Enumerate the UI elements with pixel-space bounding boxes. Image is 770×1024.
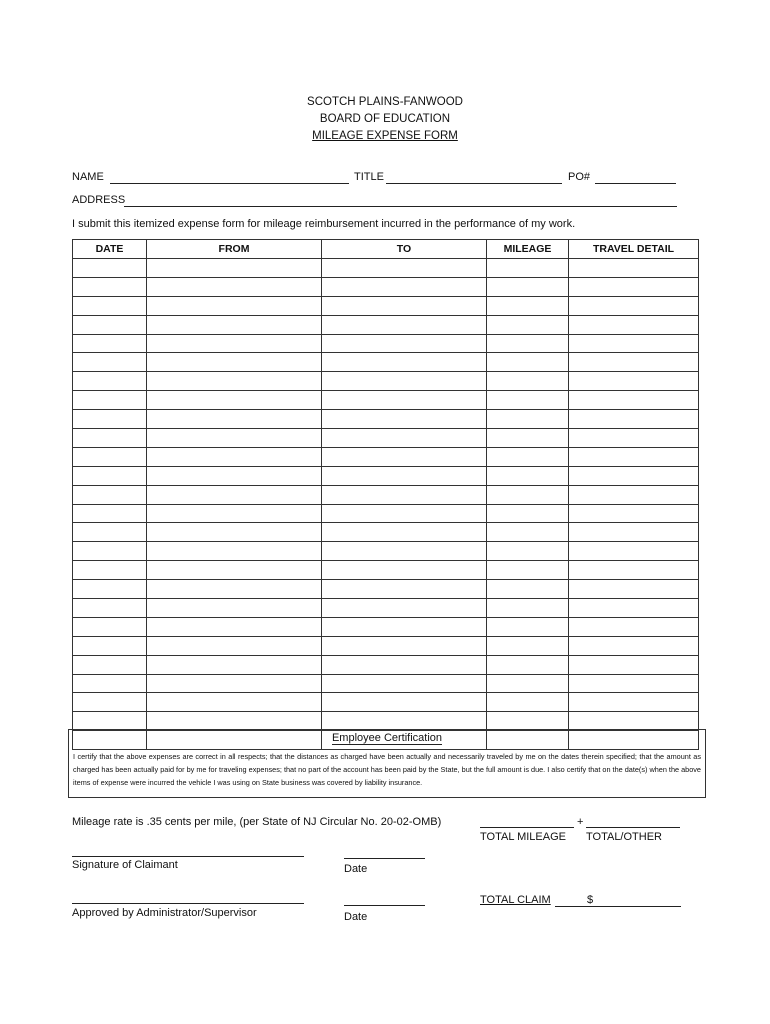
table-row [73, 447, 699, 466]
total-claim-label [480, 894, 551, 906]
table-row [73, 315, 699, 334]
from-cell[interactable] [147, 296, 322, 315]
to-cell[interactable] [322, 712, 487, 731]
date-cell[interactable] [73, 259, 147, 278]
travel-detail-cell[interactable] [569, 655, 699, 674]
certification-title-text: Employee Certification [331, 732, 443, 744]
signature-label: Signature of Claimant [72, 859, 178, 871]
travel-detail-cell[interactable] [569, 447, 699, 466]
mileage-cell[interactable] [487, 447, 569, 466]
from-cell[interactable] [147, 542, 322, 561]
date-cell[interactable] [73, 447, 147, 466]
table-row [73, 636, 699, 655]
to-cell[interactable] [322, 259, 487, 278]
mileage-cell[interactable] [487, 599, 569, 618]
table-row [73, 410, 699, 429]
form-title [0, 130, 770, 142]
signature-date-label: Date [344, 863, 368, 875]
to-cell[interactable] [322, 391, 487, 410]
dollar-sign: $ [587, 894, 594, 906]
mileage-cell[interactable] [487, 674, 569, 693]
travel-detail-cell[interactable] [569, 277, 699, 296]
approval-field[interactable] [72, 903, 304, 904]
from-cell[interactable] [147, 466, 322, 485]
from-cell[interactable] [147, 485, 322, 504]
to-cell[interactable] [322, 693, 487, 712]
date-cell[interactable] [73, 693, 147, 712]
date-cell[interactable] [73, 504, 147, 523]
mileage-cell[interactable] [487, 429, 569, 448]
signature-field[interactable] [72, 856, 304, 857]
mileage-cell[interactable] [487, 712, 569, 731]
date-cell[interactable] [73, 712, 147, 731]
from-cell[interactable] [147, 372, 322, 391]
to-cell[interactable] [322, 504, 487, 523]
mileage-cell[interactable] [487, 561, 569, 580]
from-cell[interactable] [147, 334, 322, 353]
to-cell[interactable] [322, 372, 487, 391]
total-other-label: TOTAL/OTHER [586, 831, 662, 843]
date-cell[interactable] [73, 655, 147, 674]
table-row [73, 504, 699, 523]
travel-detail-cell[interactable] [569, 391, 699, 410]
to-cell[interactable] [322, 542, 487, 561]
to-cell[interactable] [322, 334, 487, 353]
table-row [73, 712, 699, 731]
to-cell[interactable] [322, 429, 487, 448]
table-row [73, 429, 699, 448]
date-cell[interactable] [73, 296, 147, 315]
to-cell[interactable] [322, 296, 487, 315]
from-cell[interactable] [147, 504, 322, 523]
date-cell[interactable] [73, 277, 147, 296]
travel-detail-cell[interactable] [569, 504, 699, 523]
to-cell[interactable] [322, 466, 487, 485]
date-cell[interactable] [73, 410, 147, 429]
date-cell[interactable] [73, 561, 147, 580]
total-other-field[interactable] [586, 827, 680, 828]
signature-date-field[interactable] [344, 858, 425, 859]
table-row [73, 334, 699, 353]
date-cell[interactable] [73, 674, 147, 693]
table-row [73, 466, 699, 485]
to-cell[interactable] [322, 315, 487, 334]
header-line-district: SCOTCH PLAINS-FANWOOD [307, 96, 463, 108]
mileage-cell[interactable] [487, 504, 569, 523]
mileage-rate-text: Mileage rate is .35 cents per mile, (per State of NJ Circular No. 20-02-OMB) [72, 816, 442, 828]
header-line-board: BOARD OF EDUCATION [319, 113, 451, 125]
table-row [73, 542, 699, 561]
mileage-cell[interactable] [487, 334, 569, 353]
date-cell[interactable] [73, 542, 147, 561]
from-cell[interactable] [147, 580, 322, 599]
date-cell[interactable] [73, 315, 147, 334]
date-cell[interactable] [73, 429, 147, 448]
table-row [73, 523, 699, 542]
table-row [73, 353, 699, 372]
from-cell[interactable] [147, 655, 322, 674]
approval-date-field[interactable] [344, 905, 425, 906]
to-cell[interactable] [322, 655, 487, 674]
to-cell[interactable] [322, 523, 487, 542]
approved-label: Approved by Administrator/Supervisor [72, 907, 257, 919]
to-cell[interactable] [322, 447, 487, 466]
col-header-mileage: MILEAGE [487, 240, 569, 259]
table-row [73, 277, 699, 296]
mileage-cell[interactable] [487, 542, 569, 561]
col-header-date: DATE [73, 240, 147, 259]
from-cell[interactable] [147, 447, 322, 466]
travel-detail-cell[interactable] [569, 485, 699, 504]
mileage-cell[interactable] [487, 296, 569, 315]
date-cell[interactable] [73, 617, 147, 636]
travel-detail-cell[interactable] [569, 372, 699, 391]
from-cell[interactable] [147, 636, 322, 655]
from-cell[interactable] [147, 617, 322, 636]
name-field[interactable] [110, 183, 349, 184]
travel-detail-cell[interactable] [569, 334, 699, 353]
total-claim-field[interactable] [555, 906, 681, 907]
to-cell[interactable] [322, 599, 487, 618]
mileage-cell[interactable] [487, 391, 569, 410]
mileage-cell[interactable] [487, 353, 569, 372]
table-row [73, 617, 699, 636]
col-header-to: TO [322, 240, 487, 259]
mileage-cell[interactable] [487, 410, 569, 429]
mileage-cell[interactable] [487, 277, 569, 296]
travel-detail-cell[interactable] [569, 636, 699, 655]
date-cell[interactable] [73, 353, 147, 372]
table-row [73, 580, 699, 599]
table-row [73, 674, 699, 693]
mileage-cell[interactable] [487, 259, 569, 278]
mileage-cell[interactable] [487, 315, 569, 334]
table-row [73, 485, 699, 504]
travel-detail-cell[interactable] [569, 353, 699, 372]
title-field[interactable] [386, 183, 562, 184]
name-label: NAME [72, 171, 104, 183]
table-header-row [73, 240, 699, 259]
address-field[interactable] [124, 206, 677, 207]
travel-detail-cell[interactable] [569, 259, 699, 278]
travel-detail-cell[interactable] [569, 542, 699, 561]
mileage-cell[interactable] [487, 485, 569, 504]
total-mileage-label: TOTAL MILEAGE [480, 831, 566, 843]
date-cell[interactable] [73, 599, 147, 618]
travel-detail-cell[interactable] [569, 617, 699, 636]
mileage-cell[interactable] [487, 580, 569, 599]
table-row [73, 693, 699, 712]
total-claim-text: TOTAL CLAIM [480, 894, 551, 906]
to-cell[interactable] [322, 674, 487, 693]
travel-detail-cell[interactable] [569, 580, 699, 599]
certification-text: I certify that the above expenses are correct in all respects; that the distances as charged have been actually and necessarily traveled by me on the dates therein specified; that the amount as charged has been actually paid for by me for traveling expenses; that no part of the account has been paid by the State, but the full amount is due. I also certify that on the date(s) when the above items of expense were incurred the vehicle I was using on State business was covered by liability insurance. [73, 752, 701, 787]
travel-detail-cell[interactable] [569, 523, 699, 542]
plus-sign: + [577, 816, 584, 828]
mileage-cell[interactable] [487, 655, 569, 674]
to-cell[interactable] [322, 561, 487, 580]
travel-detail-cell[interactable] [569, 410, 699, 429]
from-cell[interactable] [147, 353, 322, 372]
certification-title [69, 732, 705, 744]
date-cell[interactable] [73, 334, 147, 353]
date-cell[interactable] [73, 372, 147, 391]
from-cell[interactable] [147, 523, 322, 542]
travel-detail-cell[interactable] [569, 561, 699, 580]
mileage-table [72, 239, 699, 750]
date-cell[interactable] [73, 580, 147, 599]
from-cell[interactable] [147, 674, 322, 693]
certification-box [68, 729, 706, 798]
travel-detail-cell[interactable] [569, 693, 699, 712]
from-cell[interactable] [147, 712, 322, 731]
travel-detail-cell[interactable] [569, 296, 699, 315]
to-cell[interactable] [322, 353, 487, 372]
from-cell[interactable] [147, 693, 322, 712]
approval-date-label: Date [344, 911, 368, 923]
from-cell[interactable] [147, 277, 322, 296]
to-cell[interactable] [322, 580, 487, 599]
po-label: PO# [568, 171, 591, 183]
from-cell[interactable] [147, 315, 322, 334]
table-row [73, 561, 699, 580]
mileage-cell[interactable] [487, 523, 569, 542]
mileage-cell[interactable] [487, 693, 569, 712]
travel-detail-cell[interactable] [569, 315, 699, 334]
from-cell[interactable] [147, 429, 322, 448]
date-cell[interactable] [73, 523, 147, 542]
date-cell[interactable] [73, 636, 147, 655]
to-cell[interactable] [322, 277, 487, 296]
table-row [73, 655, 699, 674]
from-cell[interactable] [147, 259, 322, 278]
table-row [73, 391, 699, 410]
mileage-table-body [73, 259, 699, 750]
table-row [73, 259, 699, 278]
col-header-from: FROM [147, 240, 322, 259]
form-title-text: MILEAGE EXPENSE FORM [312, 130, 458, 142]
from-cell[interactable] [147, 410, 322, 429]
to-cell[interactable] [322, 410, 487, 429]
to-cell[interactable] [322, 485, 487, 504]
address-label: ADDRESS [72, 194, 126, 206]
po-field[interactable] [595, 183, 676, 184]
mileage-cell[interactable] [487, 617, 569, 636]
table-row [73, 599, 699, 618]
from-cell[interactable] [147, 599, 322, 618]
date-cell[interactable] [73, 466, 147, 485]
total-mileage-field[interactable] [480, 827, 574, 828]
from-cell[interactable] [147, 391, 322, 410]
from-cell[interactable] [147, 561, 322, 580]
mileage-cell[interactable] [487, 466, 569, 485]
table-row [73, 296, 699, 315]
to-cell[interactable] [322, 636, 487, 655]
date-cell[interactable] [73, 485, 147, 504]
date-cell[interactable] [73, 391, 147, 410]
mileage-cell[interactable] [487, 372, 569, 391]
title-label: TITLE [354, 171, 384, 183]
table-row [73, 372, 699, 391]
mileage-cell[interactable] [487, 636, 569, 655]
to-cell[interactable] [322, 617, 487, 636]
travel-detail-cell[interactable] [569, 466, 699, 485]
travel-detail-cell[interactable] [569, 712, 699, 731]
travel-detail-cell[interactable] [569, 599, 699, 618]
intro-text: I submit this itemized expense form for mileage reimbursement incurred in the performance of my work. [72, 218, 576, 230]
travel-detail-cell[interactable] [569, 674, 699, 693]
col-header-travel-detail: TRAVEL DETAIL [569, 240, 699, 259]
travel-detail-cell[interactable] [569, 429, 699, 448]
